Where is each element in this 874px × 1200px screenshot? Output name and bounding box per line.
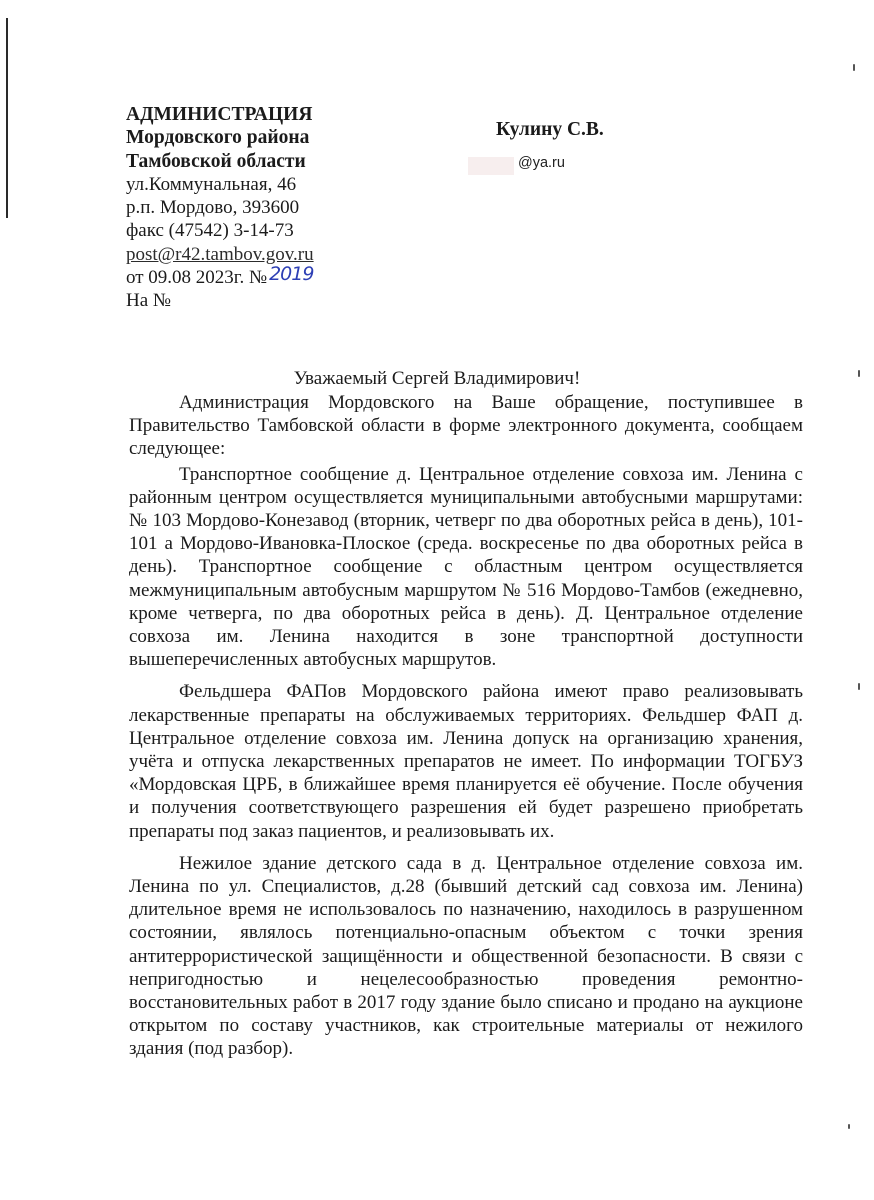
reply-to-number: На №	[126, 290, 172, 312]
sender-street: ул.Коммунальная, 46	[126, 173, 297, 195]
recipient-block	[496, 119, 604, 171]
recipient-email	[468, 155, 598, 177]
sender-email: post@r42.tambov.gov.ru	[126, 243, 314, 265]
paragraph-transport: Транспортное сообщение д. Центральное отделение совхоза им. Ленина с районным центром осуществляется муниципальными автобусными маршрутами: № 103 Мордово-Конезавод (вторник, четверг по два оборотных рейса в день), 101-101 а Мордово-Ивановка-Плоское (среда. воскресенье по два оборотных рейса в день). Транспортное сообщение с областным центром осуществляется межмуниципальным автобусным маршрутом № 516 Мордово-Тамбов (ежедневно, кроме четверга, по два оборотных рейса в день). Д. Центральное отделение совхоза им. Ленина находится в зоне транспортной доступности вышеперечисленных автобусных маршрутов.	[129, 463, 803, 671]
sender-fax: факс (47542) 3-14-73	[126, 220, 294, 242]
sender-city: р.п. Мордово, 393600	[126, 197, 300, 219]
handwritten-reg-number: 2019	[269, 263, 314, 286]
letter-body	[129, 391, 803, 1067]
paragraph-intro: Администрация Мордовского на Ваше обращение, поступившее в Правительство Тамбовской области в форме электронного документа, сообщаем следующее:	[129, 392, 803, 460]
paragraph-medicine: Фельдшера ФАПов Мордовского района имеют право реализовывать лекарственные препараты на обслуживаемых территориях. Фельдшер ФАП д. Центральное отделение совхоза им. Ленина допуск на организацию хранения, учёта и отпуска лекарственных препаратов не имеет. По информации ТОГБУЗ «Мордовская ЦРБ, в ближайшее время планируется её обучение. После обучения и получения соответствующего разрешения ей будет разрешено приобретать препараты под заказ пациентов, и реализовывать их.	[129, 681, 803, 842]
sender-block	[126, 103, 314, 313]
sender-org-region: Тамбовской области	[126, 150, 306, 172]
registration-date: от 09.08 2023г. №	[126, 267, 268, 289]
sender-org-district: Мордовского района	[126, 127, 310, 149]
scan-speck	[853, 64, 855, 71]
registration-line	[126, 263, 314, 289]
scan-border-line	[6, 18, 8, 218]
recipient-email-domain: @ya.ru	[518, 155, 565, 171]
sender-org-title: АДМИНИСТРАЦИЯ	[126, 104, 313, 125]
letter-greeting: Уважаемый Сергей Владимирович!	[293, 368, 581, 389]
recipient-name: Кулину С.В.	[496, 119, 604, 140]
paragraph-building: Нежилое здание детского сада в д. Центральное отделение совхоза им. Ленина по ул. Специалистов, д.28 (бывший детский сад совхоза им. Ленина) длительное время не использовалось по назначению, находилось в разрушенном состоянии, являлось потенциально-опасным объектом с точки зрения антитеррористической защищённости и общественной безопасности. В связи с непригодностью и нецелесообразностью проведения ремонтно-восстановительных работ в 2017 году здание было списано и продано на аукционе открытом по составу участников, как строительные материалы от нежилого здания (под разбор).	[129, 852, 803, 1060]
scan-speck	[848, 1124, 850, 1129]
redaction-mark	[468, 157, 514, 175]
scan-speck	[858, 683, 860, 690]
